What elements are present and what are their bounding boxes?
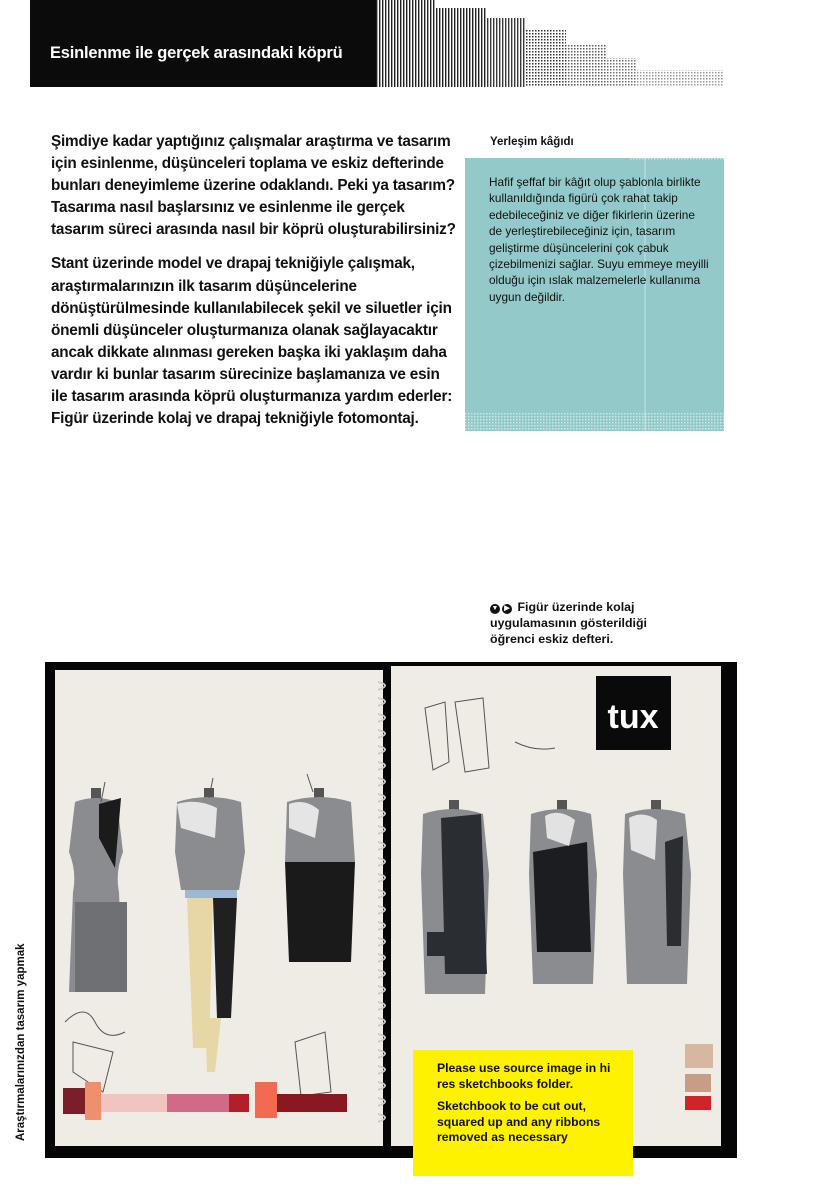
arrow-down-icon: ▼ bbox=[491, 605, 499, 612]
second-paragraph: Stant üzerinde model ve drapaj tekniğiyle çalışmak, araştırmalarınızın ilk tasarım düşüncelerine dönüştürülmesinde kullanılabilecek şekil ve siluetler için önemli düşünceler oluşturmanıza olanak sağlayacaktır ancak dikkate alınması gereken başka iki yaklaşım daha vardır ki bunlar tasarım sürecinize başlamanıza ve esin ile tasarım arasında köprü oluşturmanıza yardım ederler: Figür üzerinde kolaj ve drapaj tekniğiyle fotomontaj. bbox=[51, 255, 453, 428]
sidebar-body: Hafif şeffaf bir kâğıt olup şablonla birlikte kullanıldığında figürü çok rahat takip edebileceğiniz ve diğer fikirlerin üzerine de yerleştirebileceğiniz için, tasarım geliştirme düşüncelerini çok çabuk çizebilmenizi sağlar. Suyu emmeye meyilli olduğu için ıslak malzemelerle kullanıma uygun değildir. bbox=[489, 175, 709, 304]
dress-form-4 bbox=[421, 800, 489, 994]
caption-text: Figür üzerinde kolaj uygulamasının gösterildiği öğrenci eskiz defteri. bbox=[490, 600, 647, 646]
header-pattern bbox=[376, 0, 724, 87]
body-text bbox=[51, 131, 456, 442]
photo-caption bbox=[490, 599, 690, 647]
fabric-swatch-3 bbox=[685, 1096, 711, 1110]
arrow-right-icon: ▶ bbox=[502, 604, 512, 614]
production-note bbox=[413, 1050, 633, 1176]
intro-paragraph: Şimdiye kadar yaptığınız çalışmalar araştırma ve tasarım için esinlenme, düşünceleri toplama ve eskiz defterinde bunları deneyimleme üzerine odaklandı. Peki ya tasarım? Tasarıma nasıl başlarsınız ve esinlenme ile gerçek tasarım süreci arasında nasıl bir köprü oluşturabilirsiniz? bbox=[51, 133, 456, 239]
section-title: Esinlenme ile gerçek arasındaki köprü bbox=[50, 44, 343, 62]
dress-form-3 bbox=[285, 788, 355, 962]
note-line-2: Sketchbook to be cut out, squared up and any ribbons removed as necessary bbox=[437, 1099, 601, 1144]
sketchbook-photo bbox=[45, 662, 737, 1158]
tux-logo: tux bbox=[607, 698, 659, 736]
fabric-swatch-2 bbox=[685, 1074, 711, 1092]
side-running-label: Araştırmalarınızdan tasarım yapmak bbox=[15, 943, 27, 1141]
dress-form-5 bbox=[529, 800, 597, 984]
sidebar-box bbox=[465, 158, 724, 431]
note-line-1: Please use source image in hi res sketchbooks folder. bbox=[437, 1061, 611, 1091]
header-band bbox=[30, 0, 376, 87]
dress-form-6 bbox=[623, 800, 691, 984]
dress-form-1 bbox=[69, 788, 127, 992]
fabric-swatch-1 bbox=[685, 1044, 713, 1068]
sidebar-title: Yerleşim kâğıdı bbox=[490, 136, 574, 148]
